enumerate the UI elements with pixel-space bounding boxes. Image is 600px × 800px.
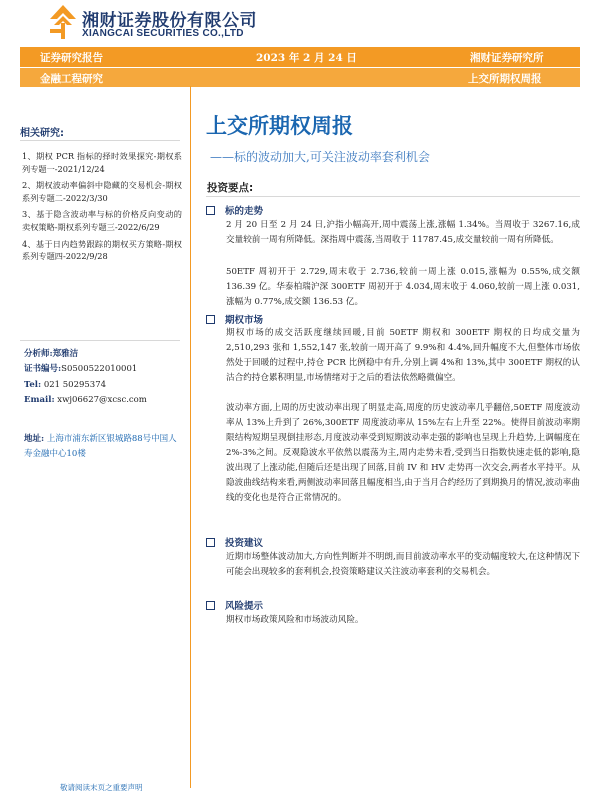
section-heading-options-market <box>206 312 263 326</box>
divider <box>20 340 180 341</box>
company-name-cn: 湘财证券股份有限公司 <box>82 11 257 31</box>
paragraph: 期权市场政策风险和市场波动风险。 <box>226 615 364 625</box>
paragraph: 期权市场的成交活跃度继续回暖,目前 50ETF 期权和 300ETF 期权的日均成交量为 2,510,293 张和 1,552,147 张,较前一周开高了 9.9%和 4.4%,回升幅度不大,但整体市场依然处于回暖的过程中,持仓 PCR 比例稳中有升,分别上调 4%和 13%,其中 300ETF 期权的认沽合约持仓累积明显,市场情绪对于之后的看法依然略微偏空。 <box>226 328 580 383</box>
cert-value: S0500522010001 <box>61 364 138 375</box>
institute-label: 湘财证券研究所 <box>470 52 544 64</box>
related-research-list <box>22 150 182 267</box>
square-bullet-icon <box>206 538 215 547</box>
address-label: 地址: <box>24 434 45 444</box>
section-title: 投资建议 <box>225 538 264 549</box>
tel-label: Tel: <box>24 379 42 390</box>
square-bullet-icon <box>206 315 215 324</box>
section-heading-risk-warning <box>206 598 263 612</box>
investment-points-heading: 投资要点: <box>207 182 254 194</box>
analyst-label: 分析师: <box>24 349 53 359</box>
report-series-label: 上交所期权周报 <box>468 73 542 85</box>
report-subtitle: ——标的波动加大,可关注波动率套利机会 <box>210 150 430 164</box>
report-date: 2023 年 2 月 24 日 <box>256 52 357 64</box>
paragraph: 近期市场整体波动加大,方向性判断并不明朗,而目前波动率水平的变动幅度较大,在这种情况下可能会出现较多的套利机会,投资策略建议关注波动率套利的交易机会。 <box>226 552 580 577</box>
footer-disclaimer[interactable]: 敬请阅读末页之重要声明 <box>60 783 143 792</box>
related-research-item[interactable]: 1、期权 PCR 指标的择时效果探究-期权系列专题一-2021/12/24 <box>22 151 182 174</box>
divider <box>206 196 580 197</box>
column-divider <box>190 86 191 788</box>
section-title: 期权市场 <box>225 315 264 326</box>
square-bullet-icon <box>206 601 215 610</box>
header-band-primary <box>20 47 580 67</box>
paragraph: 2 月 20 日至 2 月 24 日,沪指小幅高开,周中震荡上涨,涨幅 1.34%。当周收于 3267.16,成交量较前一周有所降低。深指周中震荡,当周收于 11787.45,成交量较前一周有所降低。 <box>226 220 580 245</box>
square-bullet-icon <box>206 206 215 215</box>
address-value: 上海市浦东新区银城路88号中国人寿金融中心10楼 <box>24 434 177 459</box>
section-heading-underlying <box>206 203 263 217</box>
analyst-info <box>24 347 184 408</box>
section-heading-investment-advice <box>206 535 263 549</box>
email-label: Email: <box>24 394 55 405</box>
address-block <box>24 432 184 462</box>
related-research-item[interactable]: 3、基于隐含波动率与标的价格反向变动的卖权策略-期权系列专题三-2022/6/29 <box>22 209 182 232</box>
section-title: 风险提示 <box>225 601 264 612</box>
related-research-heading: 相关研究: <box>20 128 64 139</box>
report-title: 上交所期权周报 <box>206 114 353 138</box>
company-name-en: XIANGCAI SECURITIES CO.,LTD <box>82 28 244 39</box>
research-category-label: 金融工程研究 <box>40 73 103 85</box>
divider <box>20 140 180 141</box>
cert-label: 证书编号: <box>24 364 62 375</box>
paragraph: 波动率方面,上周的历史波动率出现了明显走高,周度的历史波动率几乎翻倍,50ETF 周度波动率从 13%上升到了 26%,300ETF 周度波动率从 15%左右上升至 22%。使得目前波动率期限结构短期呈现倒挂形态,月度波动率受到短期波动率走强的影响也呈现上升趋势,上调幅度在 2%-3%之间。反观隐波水平依然以震荡为主,周内走势未看,受到当日指数快速走低的影响,隐波出现了上涨动能,但随后还是出现了回落,目前 IV 和 HV 走势再一次交会,两者水平持平。从隐波曲线结构来看,两侧波动率回落且幅度相当,由于当月合约经历了到期换月的情况,波动率曲线的变化也是符合正常情况的。 <box>226 403 580 503</box>
report-type-label: 证券研究报告 <box>40 52 103 64</box>
email-link[interactable]: xwj06627@xcsc.com <box>57 394 147 405</box>
header-band-secondary <box>20 67 580 87</box>
section-title: 标的走势 <box>225 206 264 217</box>
tel-value: 021 50295374 <box>43 379 107 390</box>
analyst-name: 郑雅洁 <box>52 349 79 359</box>
paragraph: 50ETF 周初开于 2.729,周末收于 2.736,较前一周上涨 0.015,涨幅为 0.55%,成交额 136.39 亿。华泰柏瑞沪深 300ETF 周初开于 4.034,周末收于 4.060,较前一周上涨 0.031,涨幅为 0.77%,成交额 136.53 亿。 <box>226 267 580 307</box>
company-logo-icon <box>50 5 76 39</box>
related-research-item[interactable]: 4、基于日内趋势跟踪的期权买方策略-期权系列专题四-2022/9/28 <box>22 238 182 262</box>
related-research-item[interactable]: 2、期权波动率偏斜中隐藏的交易机会-期权系列专题二-2022/3/30 <box>22 180 182 203</box>
